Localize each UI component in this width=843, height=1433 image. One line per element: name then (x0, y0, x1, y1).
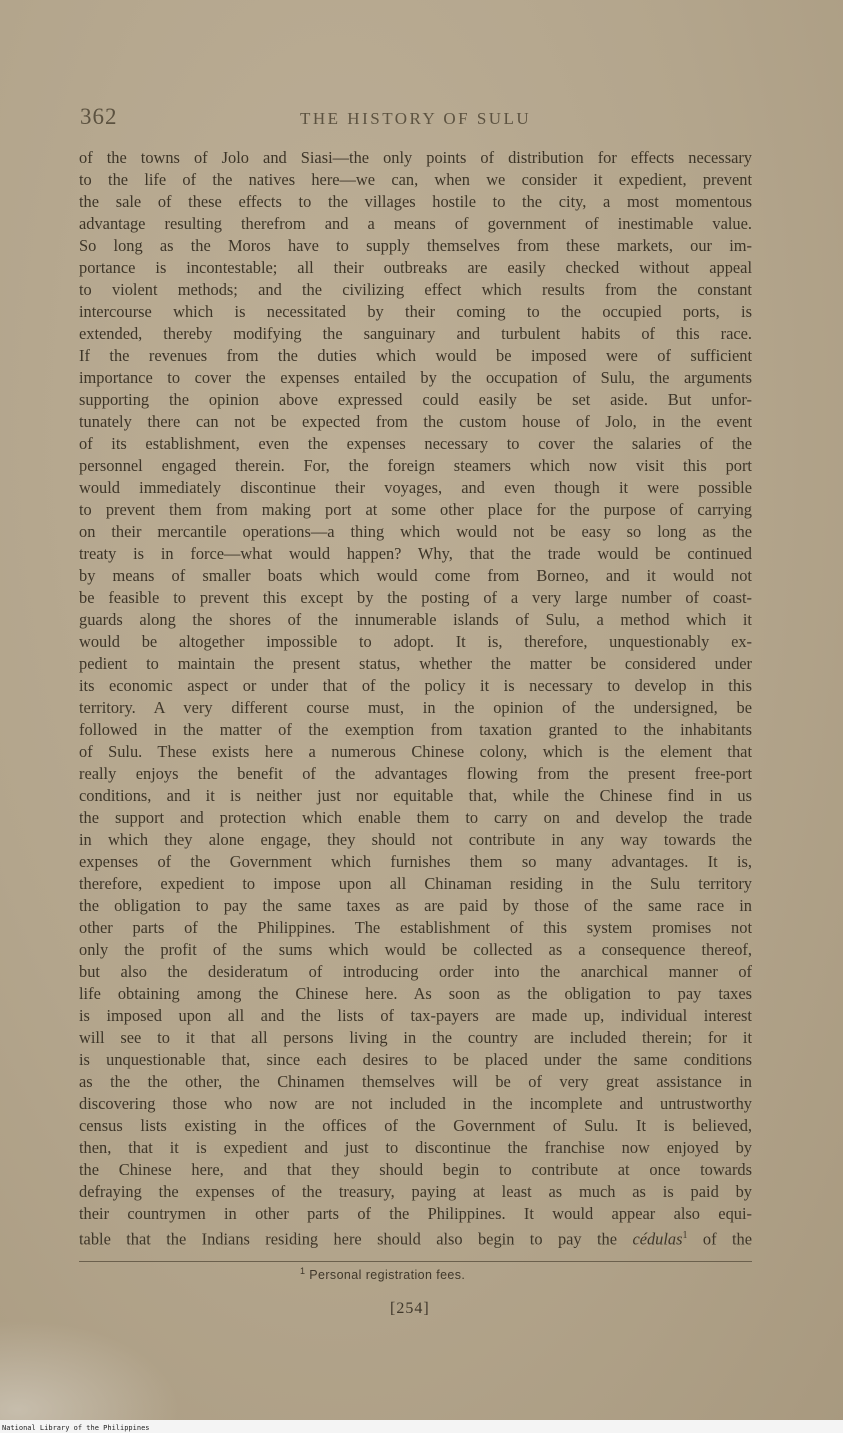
page-number: 362 (80, 104, 118, 129)
footnote (300, 1266, 465, 1282)
text-line: followed in the matter of the exemption from taxation granted to the inhabitants (79, 720, 752, 739)
text-line: census lists existing in the offices of the Government of Sulu. It is believed, (79, 1116, 752, 1135)
italic-term: cédulas (632, 1229, 683, 1249)
text-line: tunately there can not be expected from the custom house of Jolo, in the event (79, 412, 752, 431)
text-line: their countrymen in other parts of the Philippines. It would appear also equi- (79, 1204, 752, 1223)
text-line: the support and protection which enable them to carry on and develop the trade (79, 808, 752, 827)
text-line: really enjoys the benefit of the advantages flowing from the present free-port (79, 764, 752, 783)
text-line: of its establishment, even the expenses necessary to cover the salaries of the (79, 434, 752, 453)
text-line: So long as the Moros have to supply themselves from these markets, our im- (79, 236, 752, 255)
text-line: will see to it that all persons living in the country are included therein; for it (79, 1028, 752, 1047)
text-line: the Chinese here, and that they should begin to contribute at once towards (79, 1160, 752, 1179)
signature-mark: [254] (390, 1300, 430, 1317)
body-text (79, 147, 752, 1247)
text-line: the sale of these effects to the villages hostile to the city, a most momentous (79, 192, 752, 211)
text-line: therefore, expedient to impose upon all Chinaman residing in the Sulu territory (79, 874, 752, 893)
footnote-divider (79, 1261, 752, 1262)
text-line: territory. A very different course must, in the opinion of the undersigned, be (79, 698, 752, 717)
text-line: guards along the shores of the innumerable islands of Sulu, a method which it (79, 610, 752, 629)
text-line: other parts of the Philippines. The establishment of this system promises not (79, 918, 752, 937)
library-credit: National Library of the Philippines (2, 1424, 150, 1432)
text-line-final (79, 1225, 752, 1247)
text-line: portance is incontestable; all their outbreaks are easily checked without appeal (79, 258, 752, 277)
text-line: conditions, and it is neither just nor equitable that, while the Chinese find in us (79, 786, 752, 805)
text-line: would immediately discontinue their voyages, and even though it were possible (79, 478, 752, 497)
footnote-reference: 1 (682, 1230, 688, 1241)
text-line: importance to cover the expenses entailed by the occupation of Sulu, the arguments (79, 368, 752, 387)
footnote-marker: 1 (300, 1266, 306, 1276)
text-line: intercourse which is necessitated by their coming to the occupied ports, is (79, 302, 752, 321)
text-line: expenses of the Government which furnishes them so many advantages. It is, (79, 852, 752, 871)
text-line: but also the desideratum of introducing order into the anarchical manner of (79, 962, 752, 981)
text-line: to violent methods; and the civilizing effect which results from the constant (79, 280, 752, 299)
text-line: then, that it is expedient and just to discontinue the franchise now enjoyed by (79, 1138, 752, 1157)
text-line: is unquestionable that, since each desires to be placed under the same conditions (79, 1050, 752, 1069)
text-line: advantage resulting therefrom and a means of government of inestimable value. (79, 214, 752, 233)
text-line: to prevent them from making port at some other place for the purpose of carrying (79, 500, 752, 519)
text-line: to the life of the natives here—we can, when we consider it expedient, prevent (79, 170, 752, 189)
text-line: life obtaining among the Chinese here. As soon as the obligation to pay taxes (79, 984, 752, 1003)
text-line: of the towns of Jolo and Siasi—the only points of distribution for effects necessary (79, 148, 752, 167)
text-line: as the the other, the Chinamen themselves will be of very great assistance in (79, 1072, 752, 1091)
text-line: its economic aspect or under that of the policy it is necessary to develop in this (79, 676, 752, 695)
text-line: personnel engaged therein. For, the foreign steamers which now visit this port (79, 456, 752, 475)
text-line: If the revenues from the duties which would be imposed were of sufficient (79, 346, 752, 365)
text-line: supporting the opinion above expressed could easily be set aside. But unfor- (79, 390, 752, 409)
text-line: would be altogether impossible to adopt. It is, therefore, unquestionably ex- (79, 632, 752, 651)
page-header (0, 104, 843, 134)
running-title: THE HISTORY OF SULU (300, 109, 532, 128)
text-line: on their mercantile operations—a thing which would not be easy so long as the (79, 522, 752, 541)
text-line: in which they alone engage, they should not contribute in any way towards the (79, 830, 752, 849)
text-line: defraying the expenses of the treasury, paying at least as much as is paid by (79, 1182, 752, 1201)
text-line: be feasible to prevent this except by the posting of a very large number of coast- (79, 588, 752, 607)
final-line-text: table that the Indians residing here should also begin to pay the (79, 1229, 618, 1249)
text-line: by means of smaller boats which would come from Borneo, and it would not (79, 566, 752, 585)
text-line: of Sulu. These exists here a numerous Chinese colony, which is the element that (79, 742, 752, 761)
footnote-text: Personal registration fees. (309, 1268, 466, 1283)
text-line: is imposed upon all and the lists of tax-payers are made up, individual interest (79, 1006, 752, 1025)
text-line: treaty is in force—what would happen? Why, that the trade would be continued (79, 544, 752, 563)
text-line: pedient to maintain the present status, whether the matter be considered under (79, 654, 752, 673)
final-line-tail: of the (702, 1229, 752, 1249)
text-line: discovering those who now are not included in the incomplete and untrustworthy (79, 1094, 752, 1113)
page-stain (0, 1320, 180, 1420)
text-line: only the profit of the sums which would be collected as a consequence thereof, (79, 940, 752, 959)
text-line: the obligation to pay the same taxes as are paid by those of the same race in (79, 896, 752, 915)
text-line: extended, thereby modifying the sanguinary and turbulent habits of this race. (79, 324, 752, 343)
